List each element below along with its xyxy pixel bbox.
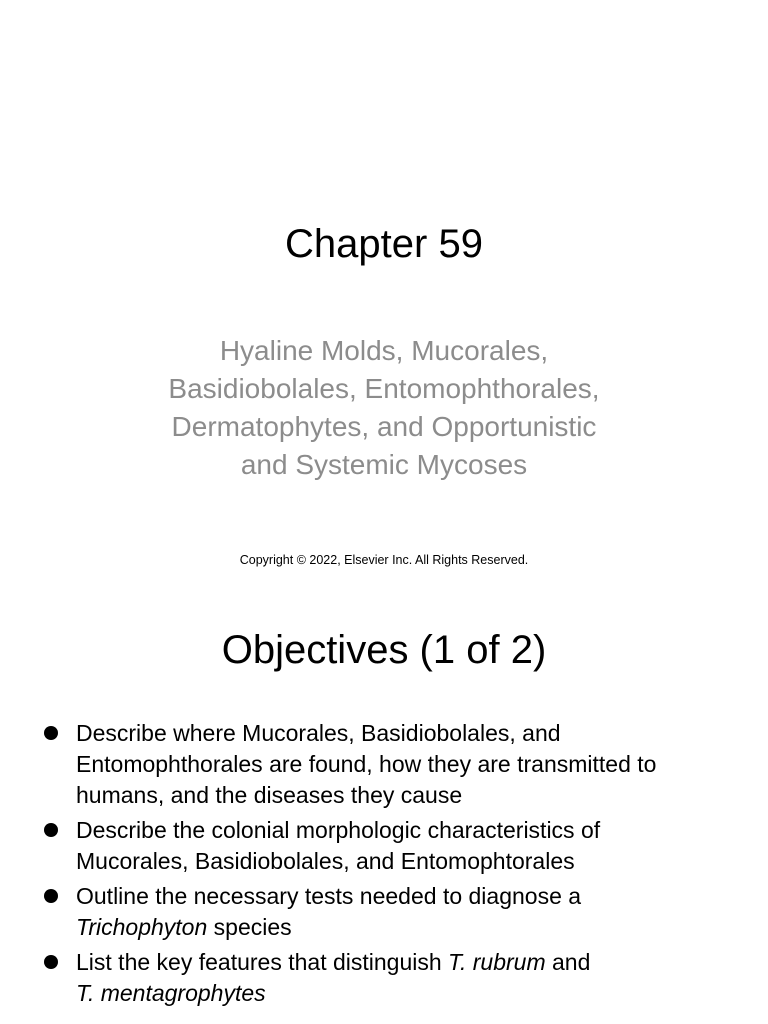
italic-species: T. rubrum bbox=[448, 949, 546, 975]
bullet-text: humans, and the diseases they cause bbox=[76, 782, 463, 808]
bullet-text: Mucorales, Basidiobolales, and Entomophtorales bbox=[76, 848, 575, 874]
bullet-text: Entomophthorales are found, how they are transmitted to bbox=[76, 751, 657, 777]
list-item bbox=[0, 718, 768, 811]
subtitle-line: Dermatophytes, and Opportunistic bbox=[171, 411, 597, 442]
bullet-text-rest: species bbox=[207, 914, 292, 940]
bullet-text bbox=[76, 978, 738, 1009]
bullet-text-end: and bbox=[545, 949, 591, 975]
subtitle-line: and Systemic Mycoses bbox=[240, 449, 528, 480]
bullet-dot-icon bbox=[44, 726, 58, 740]
list-item bbox=[0, 881, 768, 943]
bullet-text: Outline the necessary tests needed to diagnose a bbox=[76, 883, 582, 909]
chapter-subtitle bbox=[84, 332, 684, 484]
bullet-text: Describe where Mucorales, Basidiobolales, and bbox=[76, 720, 561, 746]
objectives-list bbox=[0, 718, 768, 1013]
list-item bbox=[0, 947, 768, 1009]
chapter-title: Chapter 59 bbox=[285, 222, 483, 266]
objectives-title: Objectives (1 of 2) bbox=[221, 628, 547, 672]
subtitle-line: Basidiobolales, Entomophthorales, bbox=[168, 373, 600, 404]
copyright-notice: Copyright © 2022, Elsevier Inc. All Rights Reserved. bbox=[239, 553, 529, 567]
list-item bbox=[0, 815, 768, 877]
italic-species: T. mentagrophytes bbox=[76, 980, 266, 1006]
bullet-dot-icon bbox=[44, 889, 58, 903]
bullet-dot-icon bbox=[44, 955, 58, 969]
italic-genus: Trichophyton bbox=[76, 914, 208, 940]
bullet-text bbox=[76, 912, 738, 943]
bullet-text: Describe the colonial morphologic characteristics of bbox=[76, 817, 601, 843]
bullet-text bbox=[76, 947, 738, 978]
bullet-text-start: List the key features that distinguish bbox=[76, 949, 449, 975]
bullet-dot-icon bbox=[44, 823, 58, 837]
subtitle-line: Hyaline Molds, Mucorales, bbox=[219, 335, 549, 366]
